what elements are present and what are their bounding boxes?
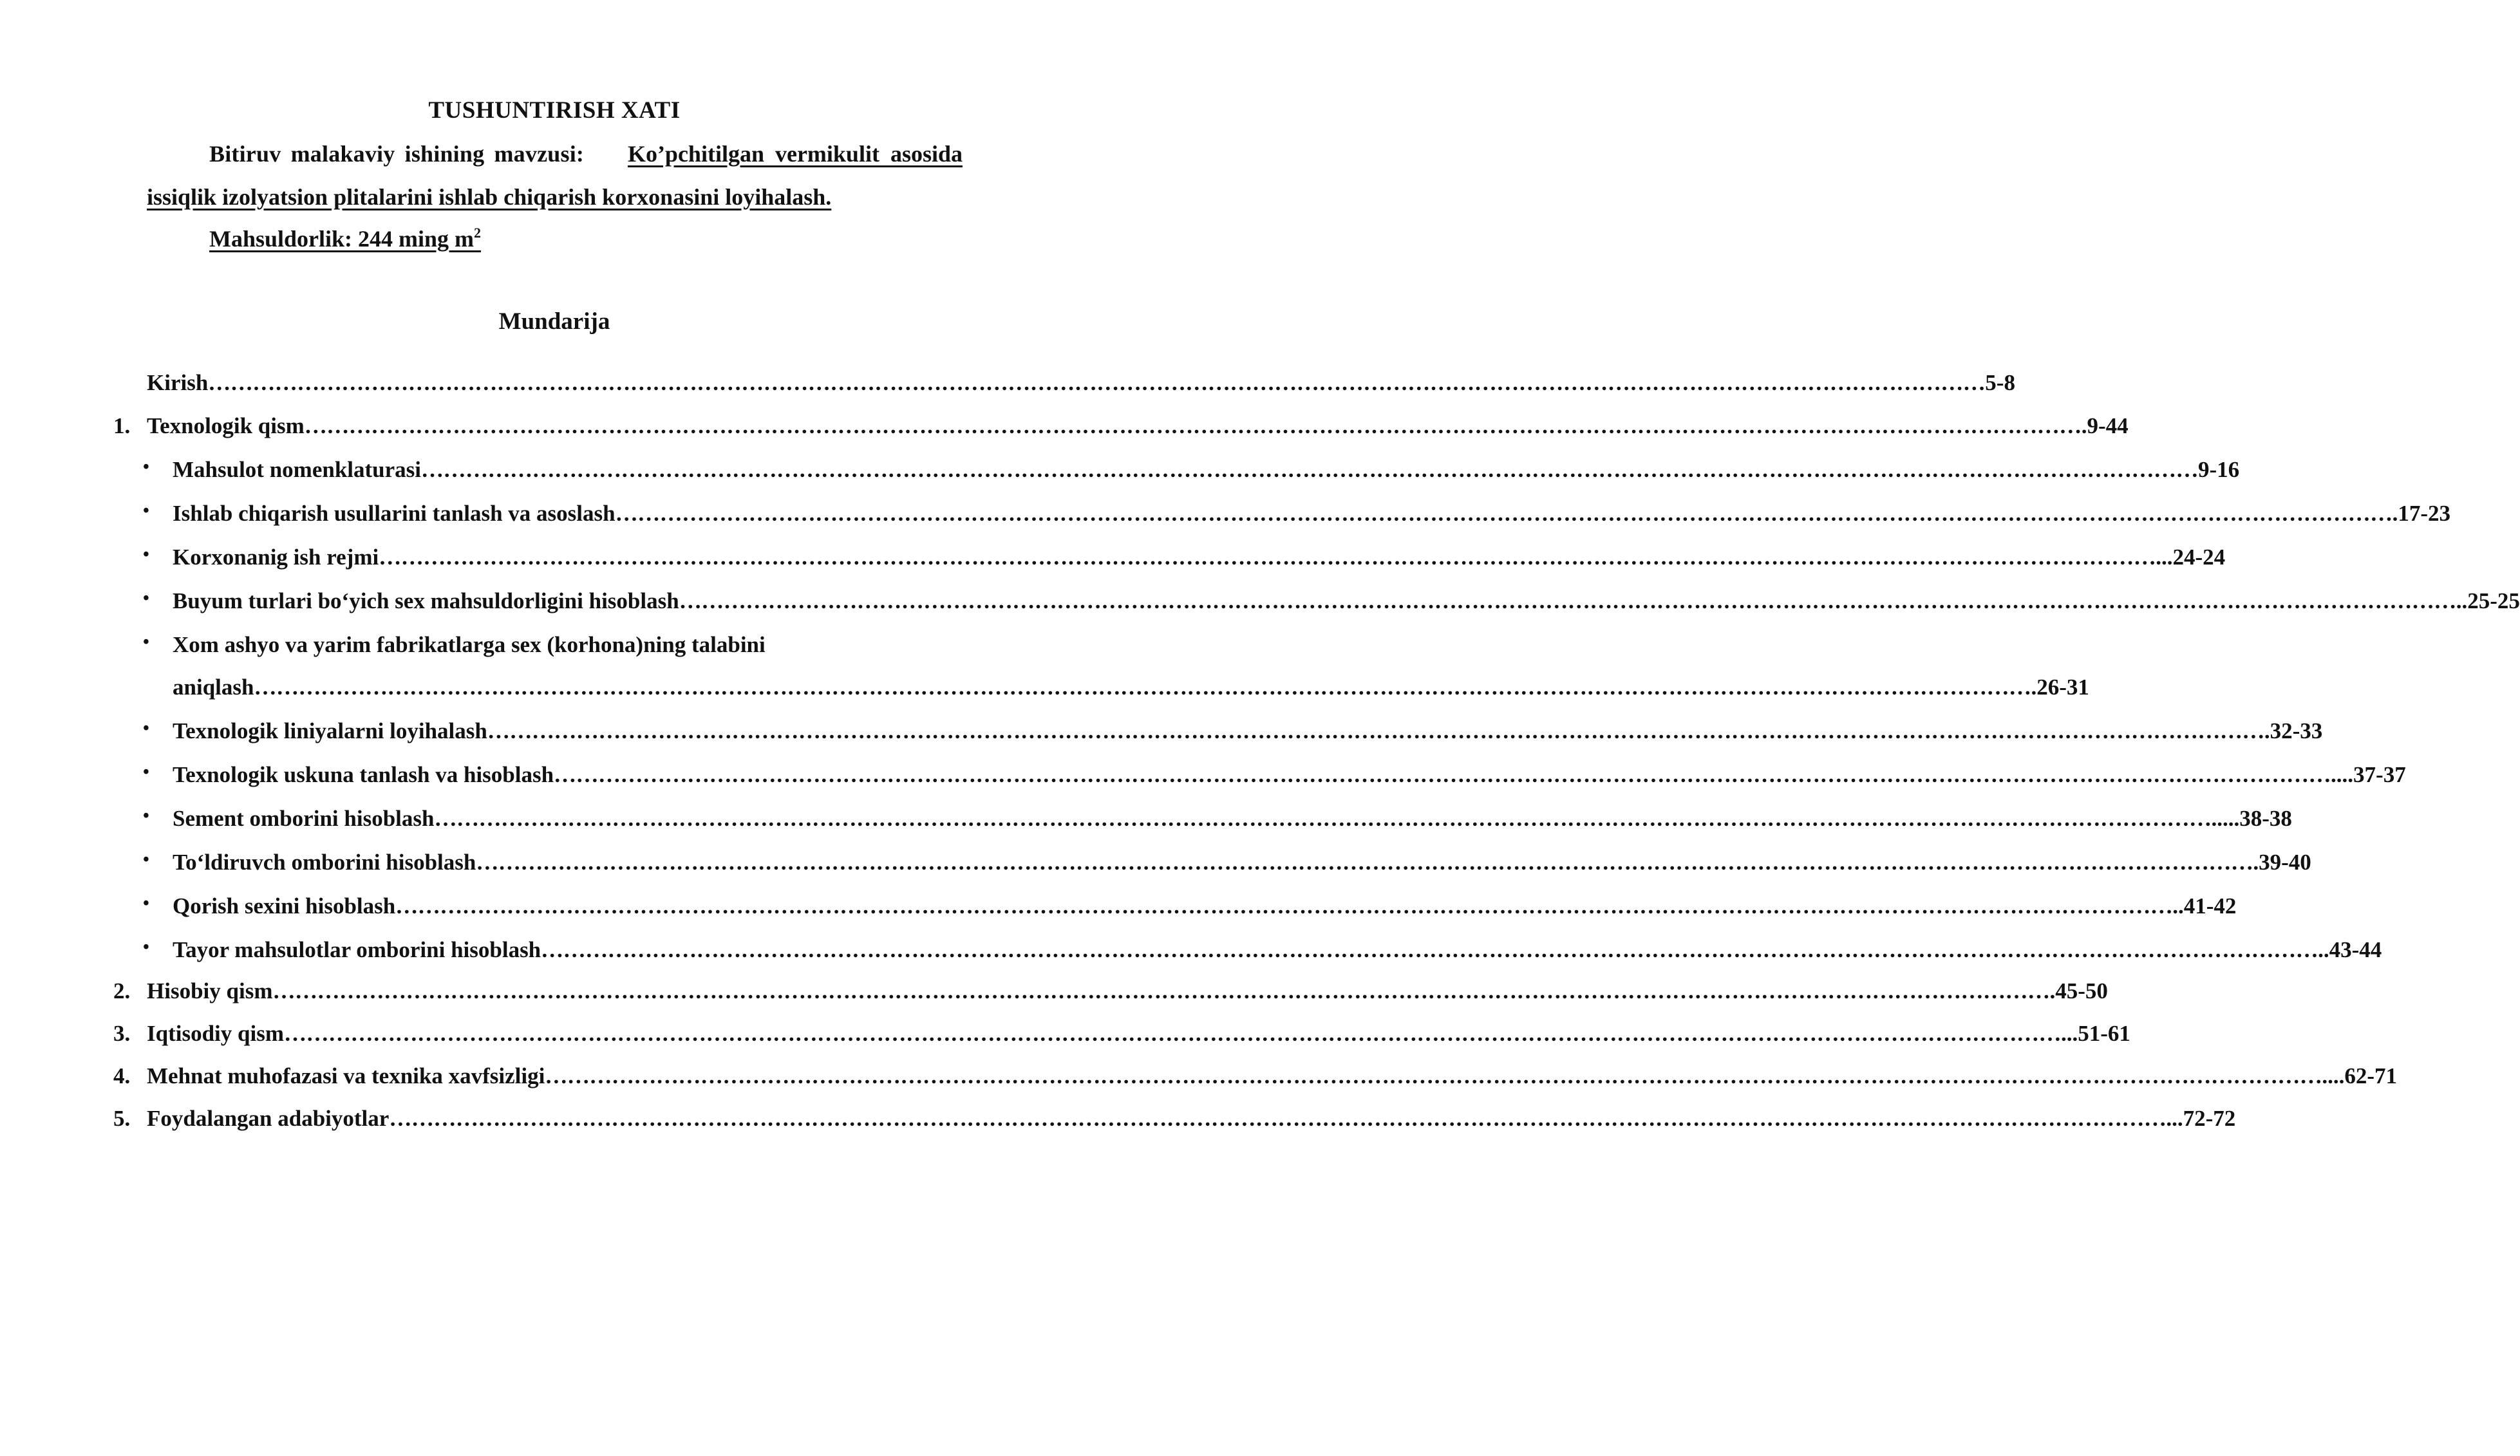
bullet-icon: •: [143, 806, 149, 826]
toc-subentry: [143, 806, 2292, 832]
toc-leader-dots: ……………………………………………………………………………………………………………………………………………………………………………………………………………………: [615, 501, 2393, 526]
toc-entry-label: Texnologik qism: [147, 413, 305, 438]
toc-entry-pages: ...24-24: [2156, 545, 2226, 570]
bullet-icon: •: [143, 632, 149, 652]
toc-leader-dots: ……………………………………………………………………………………………………………………………………………………………………………………………………………………: [545, 1063, 2322, 1088]
toc-entry-pages: .17-23: [2392, 501, 2451, 526]
toc-entry-label: Texnologik uskuna tanlash va hisoblash: [173, 762, 554, 787]
toc-entry-pages: .32-33: [2264, 718, 2323, 743]
toc-leader-dots: ……………………………………………………………………………………………………………………………………………………………………………………………………………………: [541, 937, 2318, 962]
toc-leader-dots: ……………………………………………………………………………………………………………………………………………………………………………………………………………………: [389, 1106, 2167, 1131]
toc-entry-pages: .26-31: [2031, 675, 2089, 700]
toc-leader-dots: ……………………………………………………………………………………………………………………………………………………………………………………………………………………: [554, 762, 2331, 787]
toc-subentry: [143, 545, 2226, 570]
toc-leader-dots: ……………………………………………………………………………………………………………………………………………………………………………………………………………………: [476, 850, 2253, 875]
toc-subentry: [143, 718, 2323, 744]
theme-label: Bitiruv malakaviy ishining mavzusi:: [209, 141, 585, 167]
toc-entry-label: To‘ldiruvch omborini hisoblash: [173, 850, 476, 875]
toc-entry-label: Iqtisodiy qism: [147, 1021, 284, 1046]
theme-line: [209, 140, 963, 167]
toc-entry-pages: ...72-72: [2166, 1106, 2236, 1131]
toc-leader-dots: ……………………………………………………………………………………………………………………………………………………………………………………………………………………: [304, 413, 2082, 438]
toc-subentry: [143, 588, 2520, 614]
toc-entry-pages: .....38-38: [2211, 806, 2292, 831]
toc-entry-number: 2.: [113, 978, 131, 1003]
toc-entry-pages: .9-44: [2081, 413, 2129, 438]
toc-leader-dots: ……………………………………………………………………………………………………………………………………………………………………………………………………………………: [434, 806, 2212, 831]
bullet-icon: •: [143, 850, 149, 870]
toc-subentry: [143, 850, 2311, 875]
toc-entry-label: Texnologik liniyalarni loyihalash: [173, 718, 487, 743]
toc-leader-dots: ……………………………………………………………………………………………………………………………………………………………………………………………………………………: [379, 545, 2156, 570]
toc-entry-2: [113, 978, 2108, 1004]
bullet-icon: •: [143, 762, 149, 782]
capacity-text: Mahsuldorlik: 244 ming m: [209, 226, 475, 252]
toc-entry-pages: ....62-71: [2322, 1063, 2397, 1088]
toc-entry-label: Korxonanig ish rejmi: [173, 545, 379, 570]
toc-leader-dots: ……………………………………………………………………………………………………………………………………………………………………………………………………………………: [208, 370, 1986, 395]
toc-leader-dots: ……………………………………………………………………………………………………………………………………………………………………………………………………………………: [421, 457, 2199, 482]
toc-entry-label: Mahsulot nomenklaturasi: [173, 457, 422, 482]
toc-leader-dots: ……………………………………………………………………………………………………………………………………………………………………………………………………………………: [254, 675, 2031, 700]
toc-subentry: [143, 762, 2406, 788]
toc-entry-label-continuation: aniqlash: [173, 675, 254, 700]
bullet-icon: •: [143, 457, 149, 477]
bullet-icon: •: [143, 937, 149, 957]
bullet-icon: •: [143, 718, 149, 738]
toc-entry-label: Kirish: [147, 370, 209, 395]
toc-entry-label: Buyum turlari bo‘yich sex mahsuldorligini hisoblash: [173, 588, 679, 613]
toc-entry-number: 3.: [113, 1021, 131, 1046]
toc-entry-kirish: [147, 370, 2015, 396]
toc-leader-dots: ……………………………………………………………………………………………………………………………………………………………………………………………………………………: [272, 978, 2050, 1003]
toc-subentry: [143, 937, 2382, 963]
toc-heading: Mundarija: [498, 308, 610, 335]
toc-entry-5: [113, 1106, 2236, 1132]
toc-entry-label: Sement omborini hisoblash: [173, 806, 435, 831]
capacity-superscript: 2: [474, 225, 482, 241]
theme-value-part2: issiqlik izolyatsion plitalarini ishlab chiqarish korxonasini loyihalash.: [147, 184, 832, 210]
toc-leader-dots: ……………………………………………………………………………………………………………………………………………………………………………………………………………………: [284, 1021, 2061, 1046]
toc-entry-pages: ..43-44: [2318, 937, 2382, 962]
bullet-icon: •: [143, 545, 149, 565]
toc-subentry: [143, 501, 2451, 527]
toc-entry-1: [113, 413, 2129, 439]
toc-subentry: [143, 632, 855, 658]
bullet-icon: •: [143, 501, 149, 521]
toc-entry-label: Qorish sexini hisoblash: [173, 893, 396, 919]
toc-entry-number: 5.: [113, 1106, 131, 1131]
toc-subentry-continuation: [173, 675, 2089, 700]
toc-entry-label: Tayor mahsulotlar omborini hisoblash: [173, 937, 541, 962]
toc-entry-pages: 9-16: [2198, 457, 2240, 482]
toc-entry-4: [113, 1063, 2397, 1089]
document-title: TUSHUNTIRISH XATI: [428, 97, 681, 124]
toc-entry-pages: ....37-37: [2331, 762, 2406, 787]
bullet-icon: •: [143, 893, 149, 913]
toc-entry-pages: ..41-42: [2172, 893, 2237, 919]
theme-value-part1: Ko’pchitilgan vermikulit asosida: [627, 141, 963, 167]
toc-entry-label: Ishlab chiqarish usullarini tanlash va asoslash: [173, 501, 616, 526]
toc-leader-dots: ……………………………………………………………………………………………………………………………………………………………………………………………………………………: [679, 588, 2456, 613]
toc-entry-pages: .45-50: [2049, 978, 2108, 1003]
toc-entry-label: Mehnat muhofazasi va texnika xavfsizligi: [147, 1063, 545, 1088]
toc-entry-number: 1.: [113, 413, 131, 438]
toc-entry-3: [113, 1021, 2130, 1047]
toc-leader-dots: ……………………………………………………………………………………………………………………………………………………………………………………………………………………: [395, 893, 2173, 919]
toc-entry-number: 4.: [113, 1063, 131, 1088]
toc-entry-pages: .39-40: [2253, 850, 2311, 875]
toc-entry-label: Hisobiy qism: [147, 978, 273, 1003]
toc-subentry: [143, 893, 2237, 919]
toc-leader-dots: ……………………………………………………………………………………………………………………………………………………………………………………………………………………: [487, 718, 2264, 743]
bullet-icon: •: [143, 588, 149, 608]
toc-entry-label: Foydalangan adabiyotlar: [147, 1106, 390, 1131]
toc-entry-pages: 5-8: [1985, 370, 2015, 395]
toc-entry-pages: ...51-61: [2061, 1021, 2130, 1046]
toc-subentry: [143, 457, 2240, 483]
capacity-line: [209, 225, 481, 252]
toc-entry-label: Xom ashyo va yarim fabrikatlarga sex (korhona)ning talabini: [173, 632, 766, 657]
toc-entry-pages: ..25-25: [2456, 588, 2520, 613]
